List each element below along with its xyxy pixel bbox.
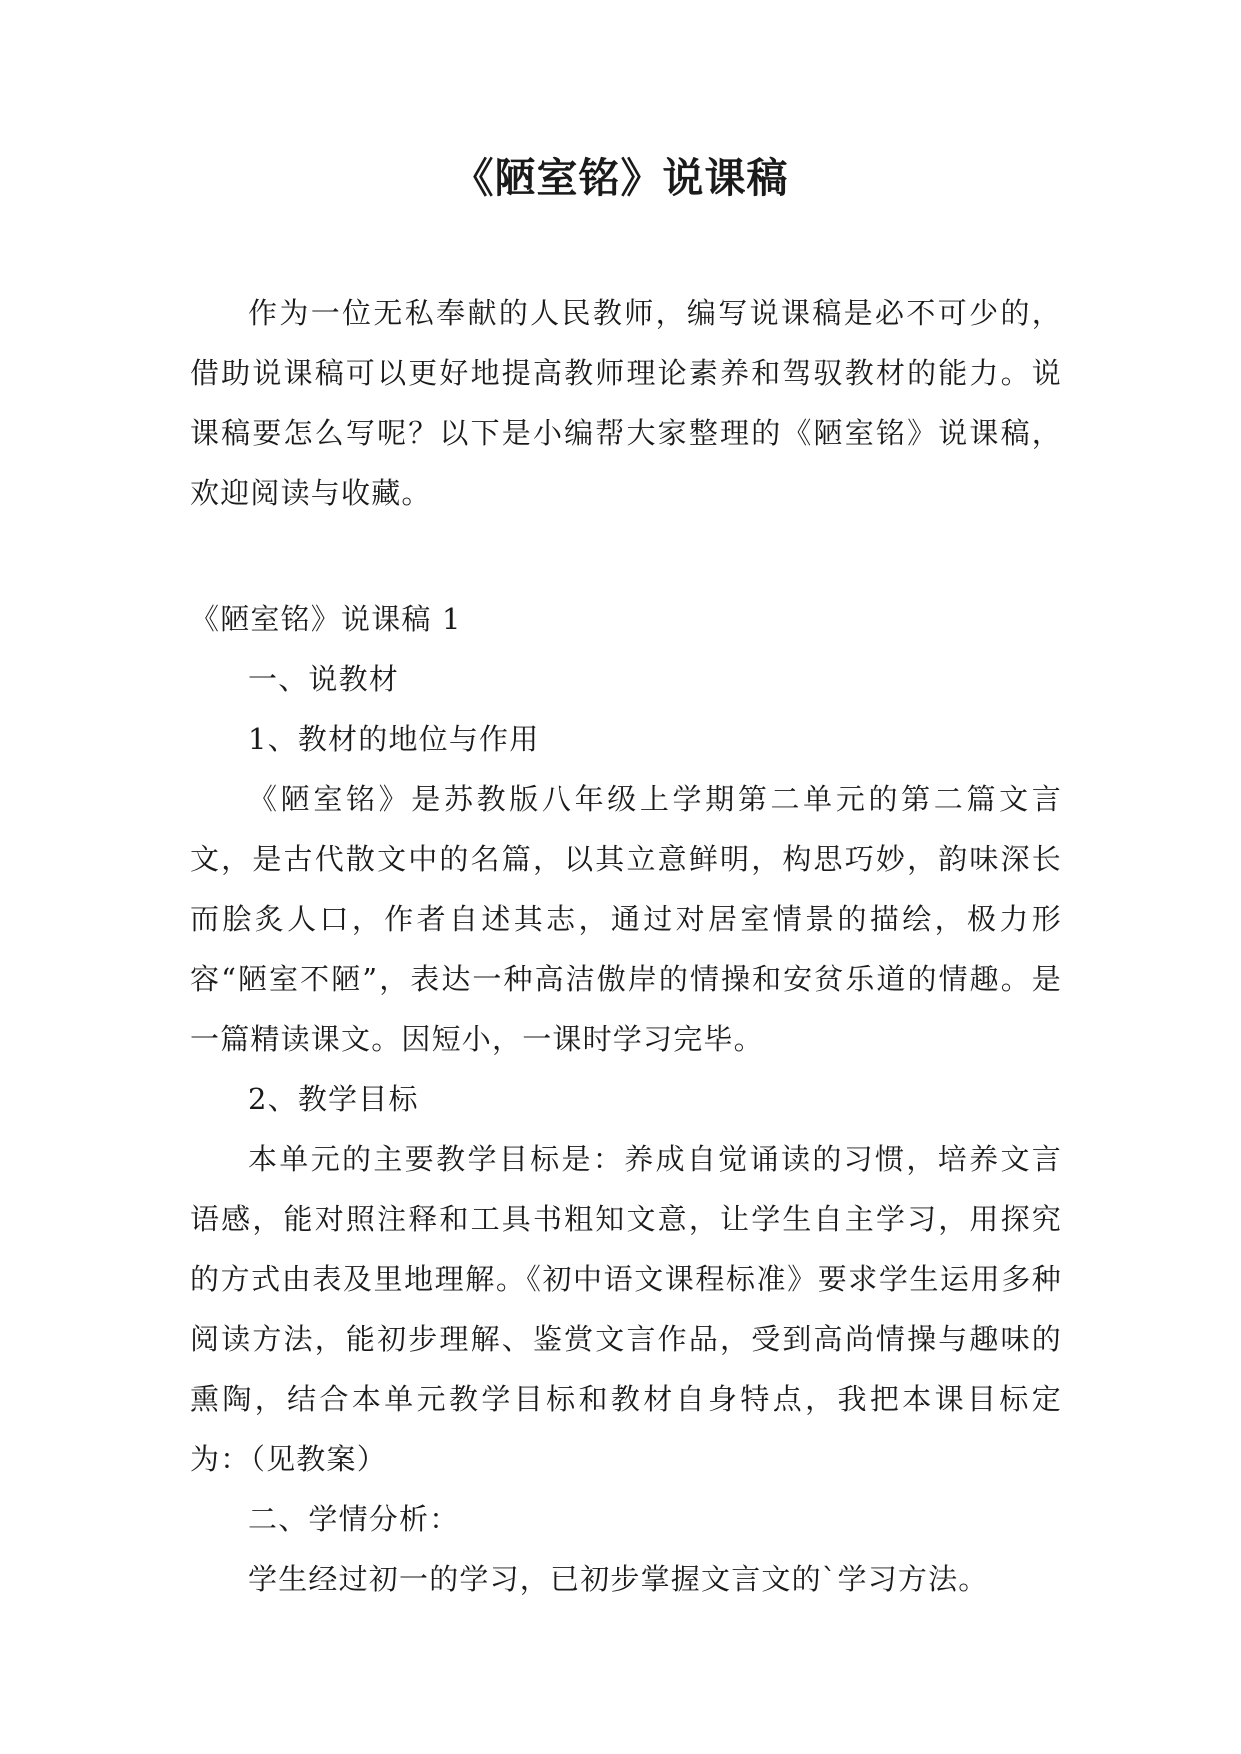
subheading-teaching-goals: 2、教学目标 (248, 1082, 419, 1116)
document-body (190, 283, 1062, 1609)
subheading-status-role: 1、教材的地位与作用 (248, 722, 540, 756)
section-title: 《陋室铭》说课稿 1 (190, 602, 462, 636)
section-spacer (190, 523, 1062, 589)
paragraph-student-analysis: 学生经过初一的学习，已初步掌握文言文的`学习方法。 (248, 1562, 989, 1596)
heading-teaching-material: 一、说教材 (248, 662, 400, 696)
paragraph-material: 《陋室铭》是苏教版八年级上学期第二单元的第二篇文言文，是古代散文中的名篇，以其立意鲜明，构思巧妙，韵味深长而脍炙人口，作者自述其志，通过对居室情景的描绘，极力形容“陋室不陋”，表达一种高洁傲岸的情操和安贫乐道的情趣。是一篇精读课文。因短小，一课时学习完毕。 (190, 782, 1062, 1056)
document-title: 《陋室铭》说课稿 (452, 154, 789, 202)
intro-paragraph: 作为一位无私奉献的人民教师，编写说课稿是必不可少的，借助说课稿可以更好地提高教师理论素养和驾驭教材的能力。说课稿要怎么写呢？以下是小编帮大家整理的《陋室铭》说课稿，欢迎阅读与收藏。 (190, 296, 1062, 510)
paragraph-goals: 本单元的主要教学目标是：养成自觉诵读的习惯，培养文言语感，能对照注释和工具书粗知文意，让学生自主学习，用探究的方式由表及里地理解。《初中语文课程标准》要求学生运用多种阅读方法，能初步理解、鉴赏文言作品，受到高尚情操与趣味的熏陶，结合本单元教学目标和教材自身特点，我把本课目标定为：（见教案） (190, 1142, 1062, 1476)
heading-student-analysis: 二、学情分析： (248, 1502, 460, 1536)
